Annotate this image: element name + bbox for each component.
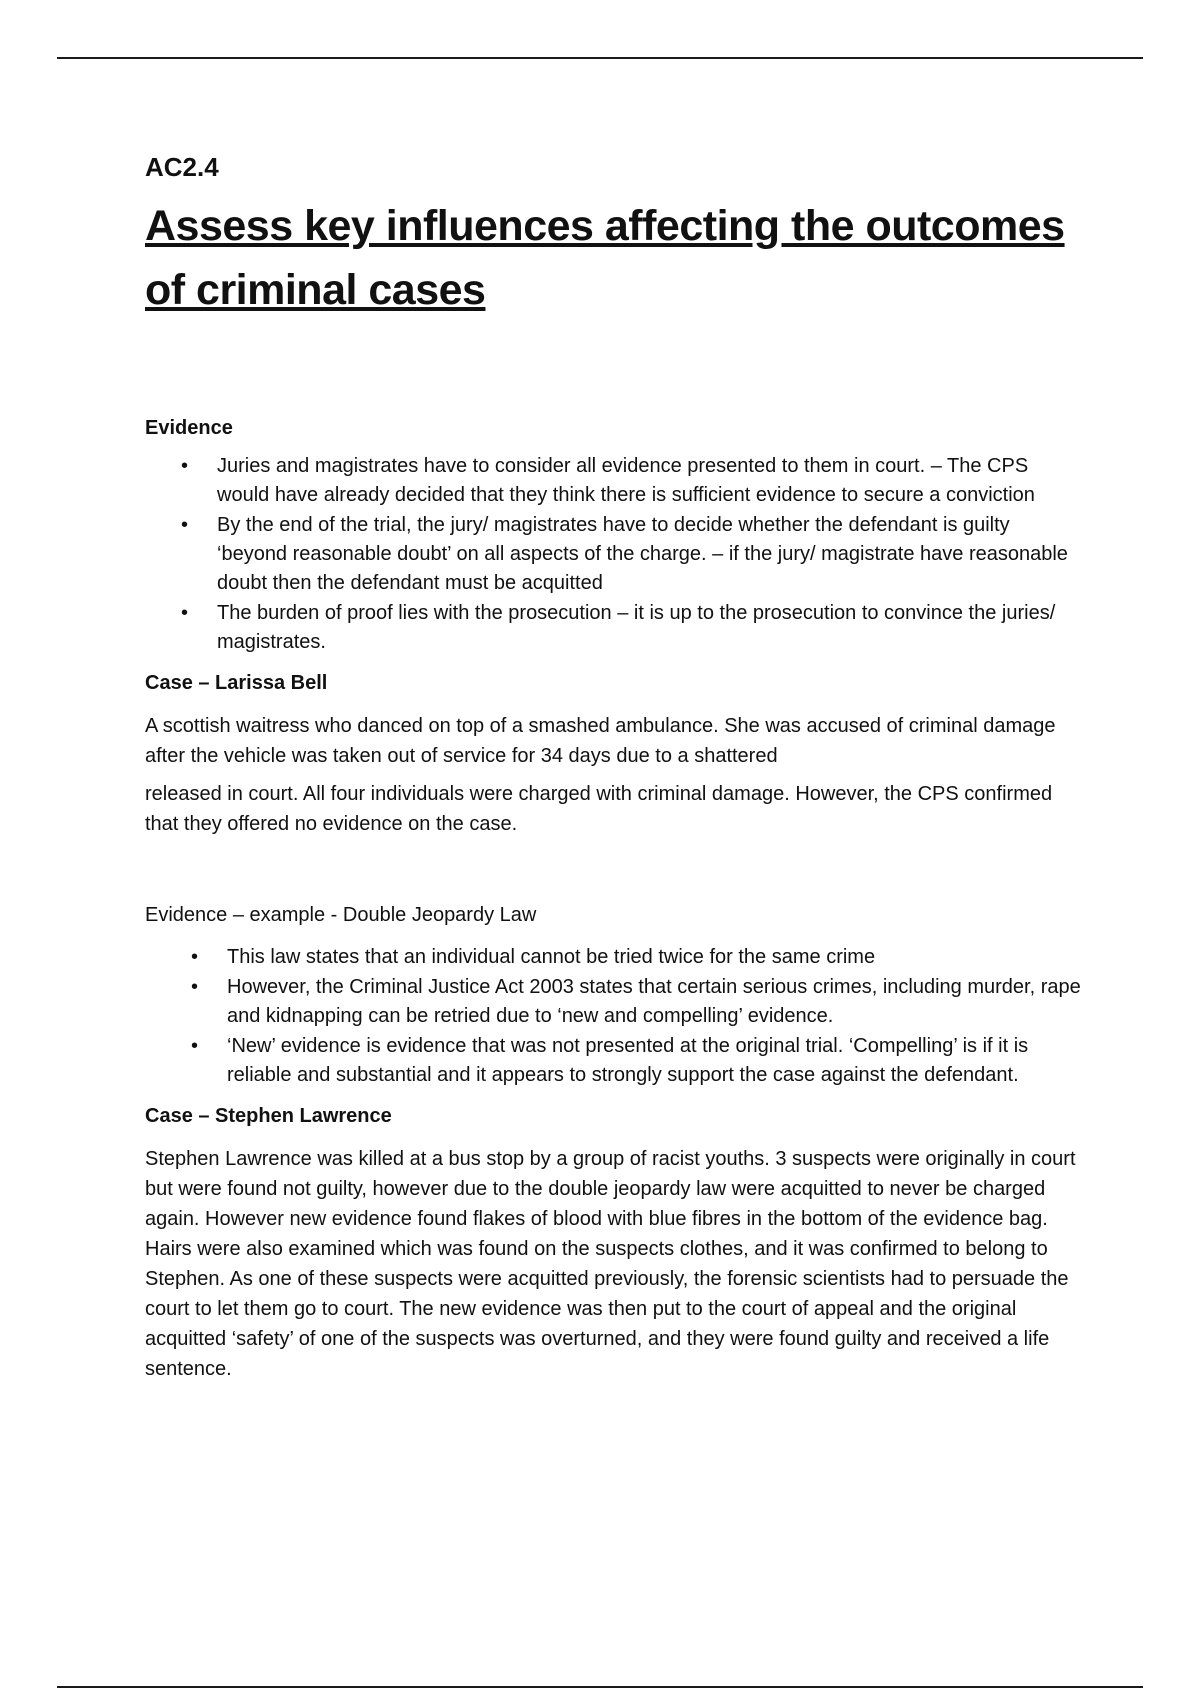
case-heading-larissa-bell: Case – Larissa Bell: [145, 672, 328, 694]
list-item-text: ‘New’ evidence is evidence that was not presented at the original trial. ‘Compelling’ is if it is reliable and substantial and it appears to strongly support the case against the defendant.: [227, 1035, 1029, 1086]
bullet-icon: •: [191, 1035, 199, 1057]
case-heading-stephen-lawrence: Case – Stephen Lawrence: [145, 1105, 392, 1127]
bullet-icon: •: [181, 514, 189, 536]
list-item: [181, 452, 1085, 510]
section-heading-double-jeopardy: Evidence – example - Double Jeopardy Law: [145, 904, 537, 926]
list-item: [191, 1032, 1085, 1090]
list-item-text: However, the Criminal Justice Act 2003 states that certain serious crimes, including murder, rape and kidnapping can be retried due to ‘new and compelling’ evidence.: [227, 976, 1081, 1027]
case-paragraph-stephen-lawrence: Stephen Lawrence was killed at a bus stop by a group of racist youths. 3 suspects were originally in court but were found not guilty, however due to the double jeopardy law were acquitted to never be charged again. However new evidence found flakes of blood with blue fibres in the bottom of the evidence bag. Hairs were also examined which was found on the suspects clothes, and it was confirmed to belong to Stephen. As one of these suspects were acquitted previously, the forensic scientists had to persuade the court to let them go to court. The new evidence was then put to the court of appeal and the original acquitted ‘safety’ of one of the suspects was overturned, and they were found guilty and received a life sentence.: [145, 1148, 1076, 1380]
document-code: AC2.4: [145, 152, 219, 182]
section-heading-evidence: Evidence: [145, 417, 233, 439]
case-paragraph-larissa-bell: A scottish waitress who danced on top of a smashed ambulance. She was accused of criminal damage after the vehicle was taken out of service for 34 days due to a shattered: [145, 715, 1056, 767]
evidence-bullet-list: [145, 452, 1085, 657]
case-paragraph-larissa-bell-continued: released in court. All four individuals were charged with criminal damage. However, the CPS confirmed that they offered no evidence on the case.: [145, 783, 1053, 835]
bullet-icon: •: [191, 946, 199, 968]
bullet-icon: •: [181, 455, 189, 477]
list-item-text: This law states that an individual cannot be tried twice for the same crime: [227, 946, 876, 968]
list-item: [181, 511, 1085, 598]
page-title: Assess key influences affecting the outcomes of criminal cases: [145, 202, 1065, 314]
footer-rule: [57, 1686, 1143, 1688]
document-body: [145, 150, 1085, 1384]
bullet-icon: •: [191, 976, 199, 998]
list-item-text: The burden of proof lies with the prosecution – it is up to the prosecution to convince the juries/ magistrates.: [217, 602, 1056, 653]
double-jeopardy-bullet-list: [145, 943, 1085, 1090]
header-rule: [57, 57, 1143, 59]
bullet-icon: •: [181, 602, 189, 624]
list-item: [191, 943, 1085, 972]
list-item-text: Juries and magistrates have to consider all evidence presented to them in court. – The CPS would have already decided that they think there is sufficient evidence to secure a conviction: [217, 455, 1035, 506]
list-item-text: By the end of the trial, the jury/ magistrates have to decide whether the defendant is guilty ‘beyond reasonable doubt’ on all aspects of the charge. – if the jury/ magistrate have reasonable doubt then the defendant must be acquitted: [217, 514, 1068, 594]
list-item: [181, 599, 1085, 657]
list-item: [191, 973, 1085, 1031]
